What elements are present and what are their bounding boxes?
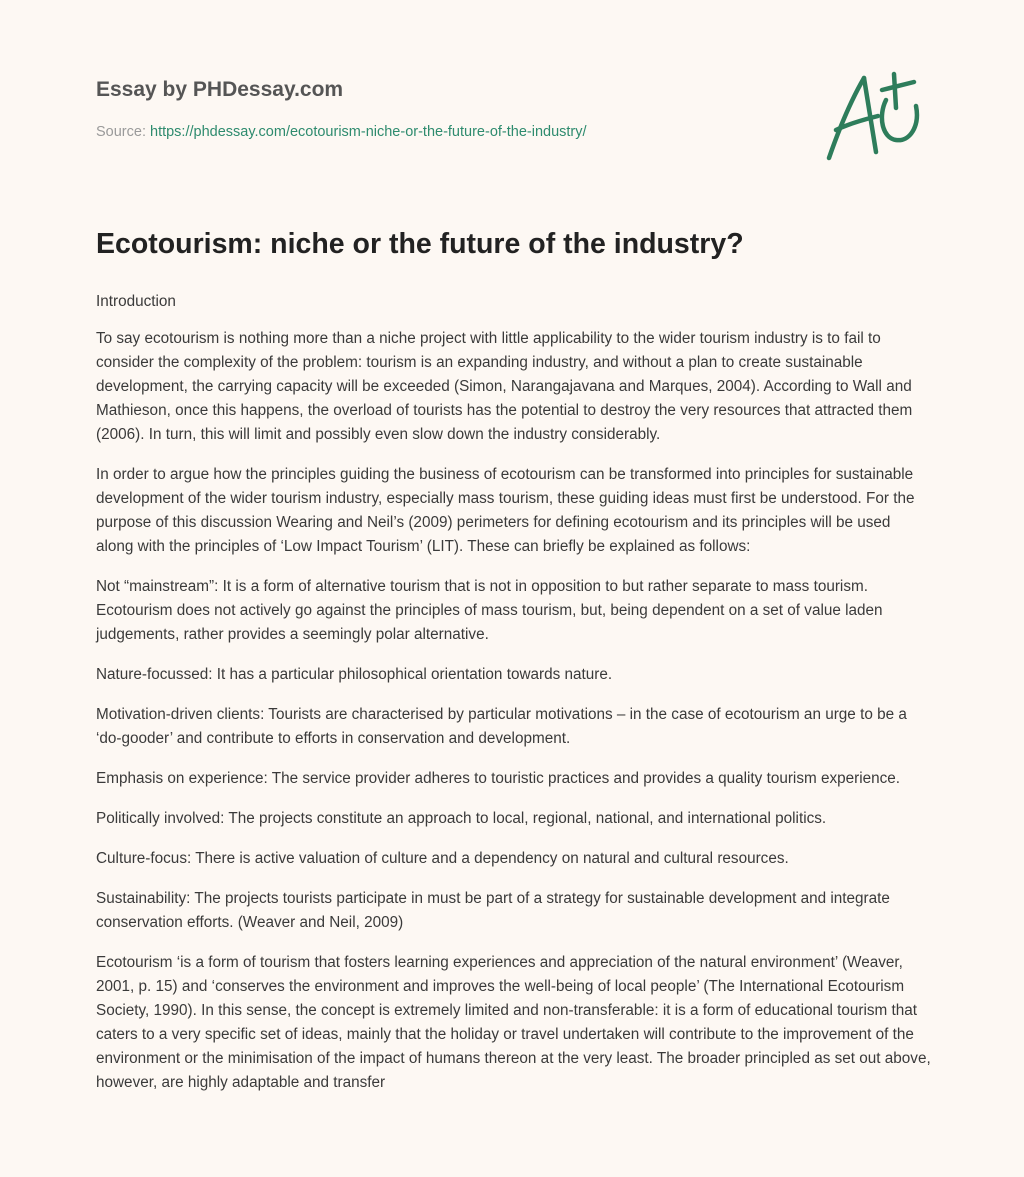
- paragraph: Ecotourism ‘is a form of tourism that fosters learning experiences and appreciation of the natural environment’ (Weaver, 2001, p. 15) and ‘conserves the environment and improves the well-being of local people’ (The International Ecotourism Society, 1990). In this sense, the concept is extremely limited and non-transferable: it is a form of educational tourism that caters to a very specific set of ideas, mainly that the holiday or travel undertaken will contribute to the improvement of the environment or the minimisation of the impact of humans thereon at the very least. The broader principled as set out above, however, are highly adaptable and transfer: [96, 954, 931, 1091]
- principle-culture-focus: Culture-focus: There is active valuation of culture and a dependency on natural and cultural resources.: [96, 850, 789, 867]
- source-link[interactable]: https://phdessay.com/ecotourism-niche-or-the-future-of-the-industry/: [150, 124, 587, 140]
- paragraph: To say ecotourism is nothing more than a niche project with little applicability to the wider tourism industry is to fail to consider the complexity of the problem: tourism is an expanding industry, and without a plan to create sustainable development, the carrying capacity will be exceeded (Simon, Narangajavana and Marques, 2004). According to Wall and Mathieson, once this happens, the overload of tourists has the potential to destroy the very resources that attracted them (2006). In turn, this will limit and possibly even slow down the industry considerably.: [96, 330, 913, 443]
- principle-nature-focussed: Nature-focussed: It has a particular philosophical orientation towards nature.: [96, 666, 613, 683]
- principle-emphasis-on-experience: Emphasis on experience: The service provider adheres to touristic practices and provides a quality tourism experience.: [96, 770, 901, 787]
- site-title: Essay by PHDessay.com: [96, 78, 344, 101]
- principle-motivation-driven: Motivation-driven clients: Tourists are characterised by particular motivations – in the case of ecotourism an urge to be a ‘do-gooder’ and contribute to efforts in conservation and development.: [96, 706, 907, 747]
- essay-content: [96, 224, 932, 1111]
- source-line: [96, 124, 587, 140]
- principle-politically-involved: Politically involved: The projects constitute an approach to local, regional, national, and international politics.: [96, 810, 827, 827]
- source-label: Source:: [96, 124, 150, 140]
- paragraph: In order to argue how the principles guiding the business of ecotourism can be transformed into principles for sustainable development of the wider tourism industry, especially mass tourism, these guiding ideas must first be understood. For the purpose of this discussion Wearing and Neil’s (2009) perimeters for defining ecotourism and its principles will be used along with the principles of ‘Low Impact Tourism’ (LIT). These can briefly be explained as follows:: [96, 466, 915, 555]
- section-heading-introduction: Introduction: [96, 293, 176, 310]
- header: [96, 0, 928, 200]
- a-plus-logo-icon: [826, 66, 926, 166]
- principle-sustainability: Sustainability: The projects tourists participate in must be part of a strategy for sustainable development and integrate conservation efforts. (Weaver and Neil, 2009): [96, 890, 890, 931]
- essay-title: Ecotourism: niche or the future of the industry?: [96, 228, 744, 260]
- principle-not-mainstream: Not “mainstream”: It is a form of alternative tourism that is not in opposition to but rather separate to mass tourism. Ecotourism does not actively go against the principles of mass tourism, but, being dependent on a set of value laden judgements, rather provides a seemingly polar alternative.: [96, 578, 883, 643]
